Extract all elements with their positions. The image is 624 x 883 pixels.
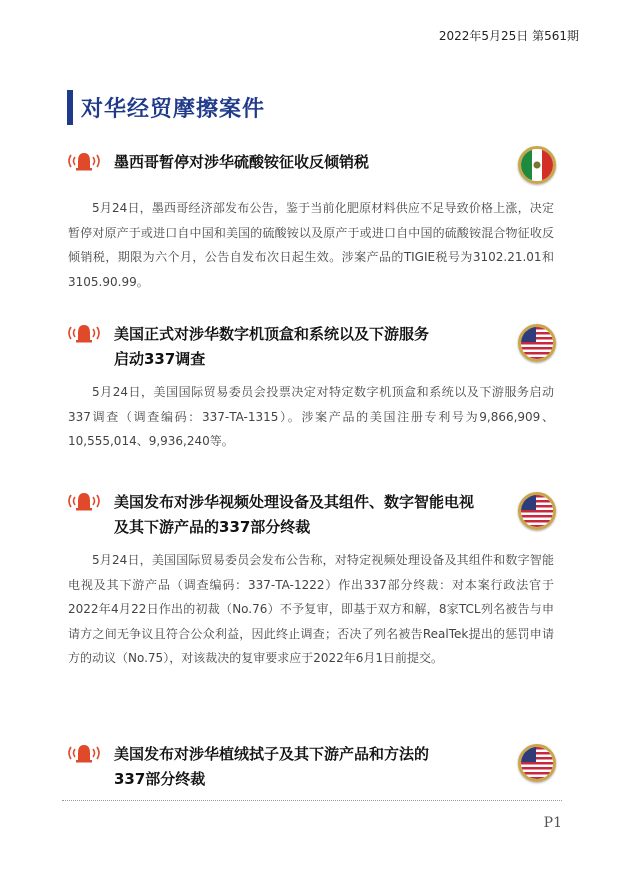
article-body: 5月24日，美国国际贸易委员会发布公告称，对特定视频处理设备及其组件和数字智能电视及其下游产品（调查编码：337-TA-1222）作出337部分终裁：对本案行政法官于2022年4月22日作出的初裁（No.76）不予复审，即基于双方和解，8家TCL列名被告与申请方之间无争议且符合公众利益，因此终止调查；否决了列名被告RealTek提出的惩罚申请方的动议（No.75），对该裁决的复审要求应于2022年6月1日前提交。 [68,553,554,665]
footer-divider [62,800,562,801]
alarm-bell-icon [64,150,104,172]
alarm-bell-icon [64,742,104,764]
article-set-top-box [62,318,562,454]
article-title: 墨西哥暂停对涉华硫酸铵征收反倾销税 [114,153,370,171]
alarm-bell-icon [64,322,104,344]
usa-flag-icon [518,492,556,530]
usa-flag-icon [518,324,556,362]
article-mexico [62,146,562,294]
article-title: 美国正式对涉华数字机顶盒和系统以及下游服务 启动337调查 [114,325,430,368]
article-video-processing [62,486,562,671]
article-body: 5月24日，墨西哥经济部发布公告，鉴于当前化肥原材料供应不足导致价格上涨，决定暂停对原产于或进口自中国和美国的硫酸铵以及原产于或进口自中国的硫酸铵混合物征收反倾销税，期限为六个月，公告自发布次日起生效。涉案产品的TIGIE税号为3102.21.01和3105.90.99。 [68,201,554,289]
article-title: 美国发布对涉华视频处理设备及其组件、数字智能电视 及其下游产品的337部分终裁 [114,493,475,536]
article-title: 美国发布对涉华植绒拭子及其下游产品和方法的 337部分终裁 [114,745,430,788]
section-accent-bar [67,90,73,125]
alarm-bell-icon [64,490,104,512]
section-title: 对华经贸摩擦案件 [81,97,266,122]
article-flocked-swabs [62,738,562,794]
issue-date: 2022年5月25日 第561期 [438,29,579,43]
usa-flag-icon [518,744,556,782]
mexico-flag-icon [518,146,556,184]
article-body: 5月24日，美国国际贸易委员会投票决定对特定数字机顶盒和系统以及下游服务启动337调查（调查编码：337-TA-1315）。涉案产品的美国注册专利号为9,866,909、10,555,014、9,936,240等。 [68,385,554,448]
page-number: P1 [543,815,562,831]
section-header [67,90,265,125]
